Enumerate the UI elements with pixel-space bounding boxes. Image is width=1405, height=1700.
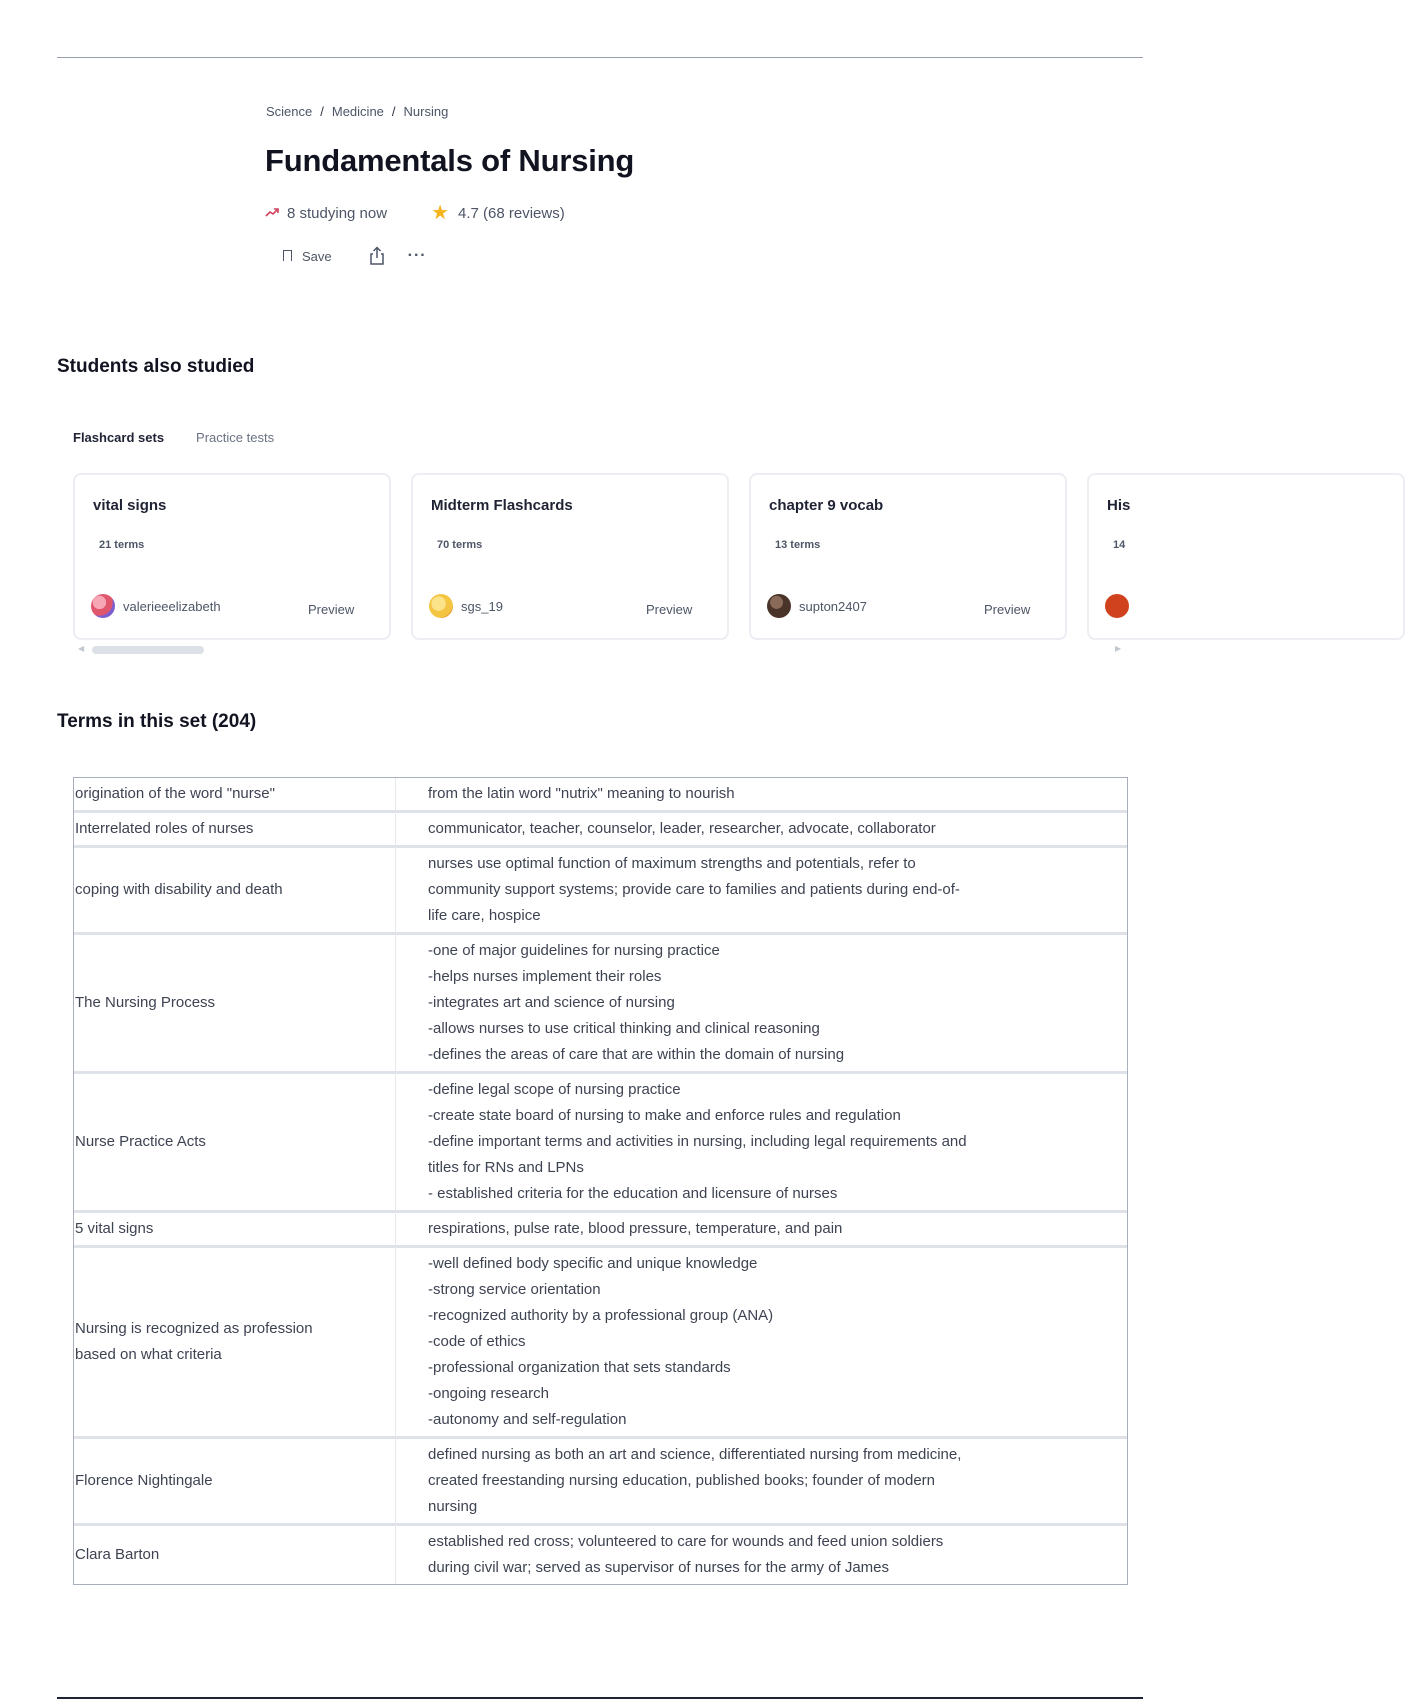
definition-cell xyxy=(396,845,1127,932)
breadcrumb-nursing[interactable]: Nursing xyxy=(403,104,449,119)
definition-line: -create state board of nursing to make and enforce rules and regulation xyxy=(428,1107,901,1124)
carousel-scrollbar[interactable] xyxy=(92,646,204,654)
top-divider xyxy=(57,57,1143,58)
related-set-card[interactable] xyxy=(749,473,1067,640)
term-cell xyxy=(74,1210,396,1245)
share-button[interactable] xyxy=(368,246,386,266)
card-term-count: 70 terms xyxy=(437,539,483,551)
term-cell xyxy=(74,932,396,1071)
definition-cell xyxy=(396,1523,1127,1584)
table-row xyxy=(74,845,1127,932)
star-icon: ★ xyxy=(431,202,450,224)
trending-icon xyxy=(265,206,279,221)
related-set-card[interactable] xyxy=(73,473,391,640)
term-text: coping with disability and death xyxy=(75,881,283,898)
definition-line: respirations, pulse rate, blood pressure, temperature, and pain xyxy=(428,1220,843,1237)
breadcrumb-separator: / xyxy=(391,104,396,119)
more-options-button[interactable]: ··· xyxy=(407,247,427,264)
definition-line: -recognized authority by a professional group (ANA) xyxy=(428,1307,774,1324)
preview-button[interactable]: Preview xyxy=(308,602,355,617)
definition-line: nursing xyxy=(428,1498,478,1515)
table-row xyxy=(74,778,1127,810)
term-text: Interrelated roles of nurses xyxy=(75,820,254,837)
definition-line: -code of ethics xyxy=(428,1333,526,1350)
avatar xyxy=(1105,594,1129,618)
avatar xyxy=(767,594,791,618)
related-set-card[interactable] xyxy=(411,473,729,640)
definition-cell xyxy=(396,932,1127,1071)
definition-line: -professional organization that sets standards xyxy=(428,1359,731,1376)
definition-line: -well defined body specific and unique knowledge xyxy=(428,1255,758,1272)
definition-line: nurses use optimal function of maximum strengths and potentials, refer to xyxy=(428,855,916,872)
definition-line: during civil war; served as supervisor of nurses for the army of James xyxy=(428,1559,890,1576)
term-text: 5 vital signs xyxy=(75,1220,154,1237)
term-cell xyxy=(74,1523,396,1584)
table-row xyxy=(74,1245,1127,1436)
share-icon xyxy=(368,246,386,266)
preview-button[interactable]: Preview xyxy=(646,602,693,617)
term-text: origination of the word "nurse" xyxy=(75,785,275,802)
term-text: Clara Barton xyxy=(75,1546,160,1563)
definition-line: -integrates art and science of nursing xyxy=(428,994,675,1011)
card-username[interactable]: valerieeelizabeth xyxy=(123,599,221,614)
bottom-divider xyxy=(57,1697,1143,1699)
card-username[interactable]: sgs_19 xyxy=(461,599,503,614)
definition-cell xyxy=(396,810,1127,845)
studying-count: 8 studying now xyxy=(287,204,388,222)
term-cell xyxy=(74,778,396,810)
definition-line: life care, hospice xyxy=(428,907,541,924)
table-row xyxy=(74,1523,1127,1584)
definition-line: from the latin word "nutrix" meaning to nourish xyxy=(428,785,735,802)
avatar xyxy=(91,594,115,618)
card-term-count: 14 xyxy=(1113,539,1126,551)
terms-table xyxy=(73,777,1128,1585)
scroll-right-arrow[interactable]: ▶ xyxy=(1115,644,1122,653)
term-text: based on what criteria xyxy=(75,1346,222,1363)
tab-flashcard-sets[interactable]: Flashcard sets xyxy=(73,430,165,445)
definition-line: -define legal scope of nursing practice xyxy=(428,1081,681,1098)
breadcrumb-science[interactable]: Science xyxy=(266,104,313,119)
rating-text[interactable]: 4.7 (68 reviews) xyxy=(458,204,565,222)
set-actions xyxy=(283,246,427,266)
term-text: The Nursing Process xyxy=(75,994,216,1011)
definition-cell xyxy=(396,1210,1127,1245)
save-button[interactable] xyxy=(283,249,332,264)
breadcrumb-separator: / xyxy=(320,104,324,119)
term-cell xyxy=(74,1436,396,1523)
term-cell xyxy=(74,1071,396,1210)
definition-line: -autonomy and self-regulation xyxy=(428,1411,627,1428)
definition-cell xyxy=(396,1436,1127,1523)
definition-line: -defines the areas of care that are within the domain of nursing xyxy=(428,1046,845,1063)
table-row xyxy=(74,932,1127,1071)
definition-line: titles for RNs and LPNs xyxy=(428,1159,584,1176)
table-row xyxy=(74,1071,1127,1210)
term-text: Nursing is recognized as profession xyxy=(75,1320,313,1337)
definition-line: -helps nurses implement their roles xyxy=(428,968,662,985)
page-title: Fundamentals of Nursing xyxy=(265,143,635,178)
term-cell xyxy=(74,845,396,932)
definition-line: created freestanding nursing education, published books; founder of modern xyxy=(428,1472,936,1489)
definition-line: -allows nurses to use critical thinking and clinical reasoning xyxy=(428,1020,820,1037)
related-sets-carousel xyxy=(73,473,1131,653)
card-term-count: 21 terms xyxy=(99,539,145,551)
table-row xyxy=(74,1210,1127,1245)
table-row xyxy=(74,810,1127,845)
table-row xyxy=(74,1436,1127,1523)
tab-practice-tests[interactable]: Practice tests xyxy=(196,430,275,445)
term-text: Nurse Practice Acts xyxy=(75,1133,206,1150)
terms-heading: Terms in this set (204) xyxy=(57,711,257,732)
definition-line: -strong service orientation xyxy=(428,1281,601,1298)
set-meta xyxy=(265,203,565,223)
definition-line: -define important terms and activities in nursing, including legal requirements and xyxy=(428,1133,967,1150)
card-term-count: 13 terms xyxy=(775,539,821,551)
card-title: His xyxy=(1107,497,1131,514)
scroll-left-arrow[interactable]: ◀ xyxy=(78,644,85,653)
definition-line: community support systems; provide care to families and patients during end-of- xyxy=(428,881,960,898)
breadcrumb-medicine[interactable]: Medicine xyxy=(331,104,384,119)
definition-cell xyxy=(396,778,1127,810)
card-title: chapter 9 vocab xyxy=(769,497,884,514)
definition-line: -ongoing research xyxy=(428,1385,549,1402)
term-cell xyxy=(74,810,396,845)
study-tabs xyxy=(73,430,306,445)
term-cell xyxy=(74,1245,396,1436)
avatar xyxy=(429,594,453,618)
card-title: vital signs xyxy=(93,497,167,514)
preview-button[interactable]: Preview xyxy=(984,602,1031,617)
definition-line: established red cross; volunteered to care for wounds and feed union soldiers xyxy=(428,1533,944,1550)
related-set-card[interactable] xyxy=(1087,473,1405,640)
definition-line: defined nursing as both an art and science, differentiated nursing from medicine, xyxy=(428,1446,962,1463)
definition-line: -one of major guidelines for nursing practice xyxy=(428,942,720,959)
save-label: Save xyxy=(302,248,332,264)
term-text: Florence Nightingale xyxy=(75,1472,213,1489)
definition-cell xyxy=(396,1245,1127,1436)
students-also-studied-heading: Students also studied xyxy=(57,356,255,377)
definition-line: - established criteria for the education and licensure of nurses xyxy=(428,1185,838,1202)
card-username[interactable]: supton2407 xyxy=(799,599,867,614)
bookmark-icon xyxy=(283,250,292,261)
definition-cell xyxy=(396,1071,1127,1210)
card-title: Midterm Flashcards xyxy=(431,497,573,514)
definition-line: communicator, teacher, counselor, leader, researcher, advocate, collaborator xyxy=(428,820,936,837)
breadcrumb xyxy=(266,104,448,119)
